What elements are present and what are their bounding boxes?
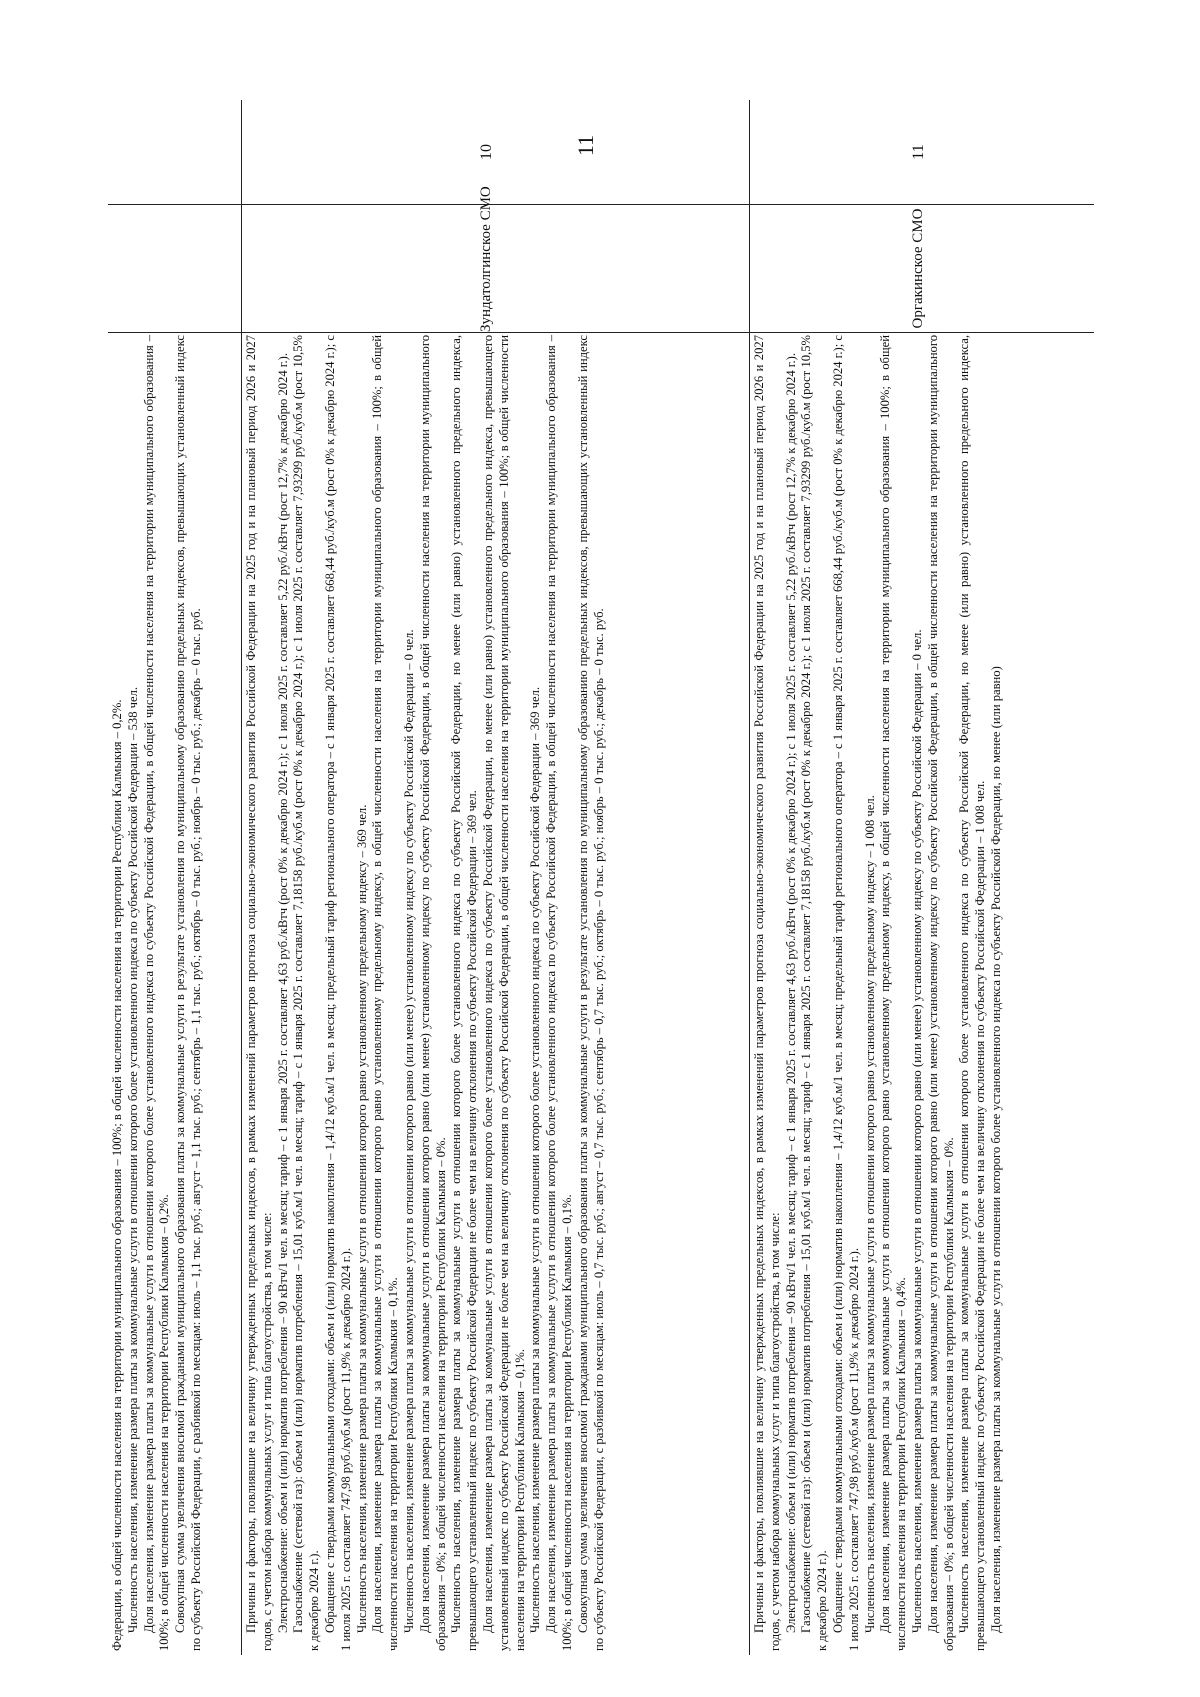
paragraph: Электроснабжение: объем и (или) норматив потребления – 90 кВтч/1 чел. в месяц; тариф – с 1 января 2025 г. составляет 4,63 руб./кВтч (рост 0% к декабрю 2024 г.); с 1 июля 2025 г. составляет 5,22 руб./кВтч (рост 12,7% к декабрю 2024 г.). bbox=[783, 352, 798, 1633]
paragraph: Доля населения, изменение размера платы за коммунальные услуги в отношении которого более установленного индекса по субъекту Российской Федерации, но менее (или равно) установленного предельного индекса, превышающего установленный индекс по субъекту Российской Федерации не более чем на величину отклонения по субъекту Российской Федерации, в общей численности населения на территории муниципального образования – 100%; в общей численности населения на территории Республики Калмыкия – 0,1%. bbox=[480, 335, 527, 1651]
table-row bbox=[242, 100, 750, 1655]
paragraph: Численность населения, изменение размера платы за коммунальные услуги в отношении которого более установленного индекса по субъекту Российской Федерации – 538 чел. bbox=[125, 686, 140, 1633]
row-description bbox=[110, 335, 205, 1655]
paragraph: Причины и факторы, повлиявшие на величину утвержденных предельных индексов, в рамках изменений параметров прогноза социально-экономического развития Российской Федерации на 2025 год и на плановый период 2026 и 2027 годов, с учетом набора коммунальных услуг и типа благоустройства, в том числе: bbox=[244, 335, 274, 1651]
paragraph: Совокупная сумма увеличения вносимой гражданами муниципального образования платы за коммунальные услуги в результате установления по муниципальному образованию предельных индексов, превышающих установленный индекс по субъекту Российской Федерации, с разбивкой по месяцам: июль – 0,7 тыс. руб.; август – 0,7 тыс. руб.; сентябрь – 0,7 тыс. руб.; октябрь – 0 тыс. руб.; ноябрь – 0 тыс. руб.; декабрь – 0 тыс. руб. bbox=[575, 335, 606, 1651]
paragraph: Доля населения, изменение размера платы за коммунальные услуги в отношении которого равно (или менее) установленному индексу по субъекту Российской Федерации, в общей численности населения на территории муниципального образования – 0%; в общей численности населения на территории Республики Калмыкия – 0%. bbox=[417, 335, 448, 1651]
paragraph: Электроснабжение: объем и (или) норматив потребления – 90 кВтч/1 чел. в месяц; тариф – с 1 января 2025 г. составляет 4,63 руб./кВтч (рост 0% к декабрю 2024 г.); с 1 июля 2025 г. составляет 5,22 руб./кВтч (рост 12,7% к декабрю 2024 г.). bbox=[275, 352, 290, 1633]
row-number: 11 bbox=[750, 100, 1094, 205]
paragraph: Численность населения, изменение размера платы за коммунальные услуги в отношении которого равно (или менее) установленному индексу по субъекту Российской Федерации – 0 чел. bbox=[909, 629, 924, 1633]
paragraph: Обращение с твердыми коммунальными отходами: объем и (или) норматив накопления – 1,4/12 куб.м/1 чел. в месяц; предельный тариф регионального оператора – с 1 января 2025 г. составляет 668,44 руб./куб.м (рост 0% к декабрю 2024 г.); с 1 июля 2025 г. составляет 747,98 руб./куб.м (рост 11,9% к декабрю 2024 г.). bbox=[830, 335, 861, 1651]
row-description bbox=[244, 335, 607, 1655]
table-row bbox=[108, 100, 242, 1655]
paragraph: Доля населения, изменение размера платы за коммунальные услуги в отношении которого более установленного индекса по субъекту Российской Федерации, в общей численности населения на территории муниципального образования – 100%; в общей численности населения на территории Республики Калмыкия – 0,2%. bbox=[141, 335, 172, 1651]
paragraph: Причины и факторы, повлиявшие на величину утвержденных предельных индексов, в рамках изменений параметров прогноза социально-экономического развития Российской Федерации на 2025 год и на плановый период 2026 и 2027 годов, с учетом набора коммунальных услуг и типа благоустройства, в том числе: bbox=[752, 335, 782, 1651]
row-municipality: Оргакинское СМО bbox=[750, 205, 1094, 333]
paragraph: Обращение с твердыми коммунальными отходами: объем и (или) норматив накопления – 1,4/12 куб.м/1 чел. в месяц; предельный тариф регионального оператора – с 1 января 2025 г. составляет 668,44 руб./куб.м (рост 0% к декабрю 2024 г.); с 1 июля 2025 г. составляет 747,98 руб./куб.м (рост 11,9% к декабрю 2024 г.). bbox=[322, 335, 353, 1651]
paragraph: Газоснабжение (сетевой газ): объем и (или) норматив потребления – 15,01 куб.м/1 чел. в месяц; тариф – с 1 января 2025 г. составляет 7,18158 руб./куб.м (рост 0% к декабрю 2024 г.); с 1 июля 2025 г. составляет 7,93299 руб./куб.м (рост 10,5% к декабрю 2024 г.). bbox=[291, 335, 322, 1651]
paragraph: Доля населения, изменение размера платы за коммунальные услуги в отношении которого равно (или менее) установленному индексу по субъекту Российской Федерации, в общей численности населения на территории муниципального образования – 0%; в общей численности населения на территории Республики Калмыкия – 0%. bbox=[925, 335, 956, 1651]
row-municipality: Зундатолгинское СМО bbox=[242, 205, 749, 333]
row-municipality bbox=[108, 205, 241, 333]
row-number: 10 bbox=[242, 100, 749, 205]
paragraph: Доля населения, изменение размера платы за коммунальные услуги в отношении которого равно установленному предельному индексу, в общей численности населения на территории муниципального образования – 100%; в общей численности населения на территории Республики Калмыкия – 0,4%. bbox=[878, 335, 909, 1651]
paragraph: Федерации, в общей численности населения на территории муниципального образования – 100%; в общей численности населения на территории Республики Калмыкия – 0,2%. bbox=[110, 699, 124, 1651]
paragraph: Совокупная сумма увеличения вносимой гражданами муниципального образования платы за коммунальные услуги в результате установления по муниципальному образованию предельных индексов, превышающих установленный индекс по субъекту Российской Федерации, с разбивкой по месяцам: июль – 1,1 тыс. руб.; август – 1,1 тыс. руб.; сентябрь – 1,1 тыс. руб.; октябрь – 0 тыс. руб.; ноябрь – 0 тыс. руб.; декабрь – 0 тыс. руб. bbox=[173, 335, 203, 1651]
paragraph: Доля населения, изменение размера платы за коммунальные услуги в отношении которого более установленного индекса по субъекту Российской Федерации, но менее (или равно) bbox=[988, 666, 1003, 1633]
row-number bbox=[108, 100, 241, 205]
paragraph: Газоснабжение (сетевой газ): объем и (или) норматив потребления – 15,01 куб.м/1 чел. в месяц; тариф – с 1 января 2025 г. составляет 7,18158 руб./куб.м (рост 0% к декабрю 2024 г.); с 1 июля 2025 г. составляет 7,93299 руб./куб.м (рост 10,5% к декабрю 2024 г.). bbox=[799, 335, 830, 1651]
paragraph: Доля населения, изменение размера платы за коммунальные услуги в отношении которого более установленного индекса по субъекту Российской Федерации, в общей численности населения на территории муниципального образования – 100%; в общей численности населения на территории Республики Калмыкия – 0,1%. bbox=[544, 335, 574, 1651]
paragraph: Численность населения, изменение размера платы за коммунальные услуги в отношении которого равно установленному предельному индексу – 369 чел. bbox=[354, 804, 369, 1633]
paragraph: Численность населения, изменение размера платы за коммунальные услуги в отношении которого равно (или менее) установленному индексу по субъекту Российской Федерации – 0 чел. bbox=[401, 629, 416, 1633]
paragraph: Численность населения, изменение размера платы за коммунальные услуги в отношении которого более установленного индекса по субъекту Российской Федерации, но менее (или равно) установленного предельного индекса, превышающего установленный индекс по субъекту Российской Федерации не более чем на величину отклонения по субъекту Российской Федерации – 1 008 чел. bbox=[957, 335, 988, 1651]
row-description bbox=[752, 335, 1005, 1655]
paragraph: Численность населения, изменение размера платы за коммунальные услуги в отношении которого более установленного индекса по субъекту Российской Федерации – 369 чел. bbox=[528, 686, 543, 1633]
table-body bbox=[108, 100, 1094, 1655]
page-number: 11 bbox=[573, 134, 598, 156]
table-row bbox=[750, 100, 1094, 1655]
paragraph: Численность населения, изменение размера платы за коммунальные услуги в отношении которого более установленного индекса по субъекту Российской Федерации, но менее (или равно) установленного предельного индекса, превышающего установленный индекс по субъекту Российской Федерации не более чем на величину отклонения по субъекту Российской Федерации – 369 чел. bbox=[449, 335, 480, 1651]
paragraph: Численность населения, изменение размера платы за коммунальные услуги в отношении которого равно установленному предельному индексу – 1 008 чел. bbox=[862, 795, 877, 1633]
paragraph: Доля населения, изменение размера платы за коммунальные услуги в отношении которого равно установленному предельному индексу, в общей численности населения на территории муниципального образования – 100%; в общей численности населения на территории Республики Калмыкия – 0,1%. bbox=[370, 335, 401, 1651]
